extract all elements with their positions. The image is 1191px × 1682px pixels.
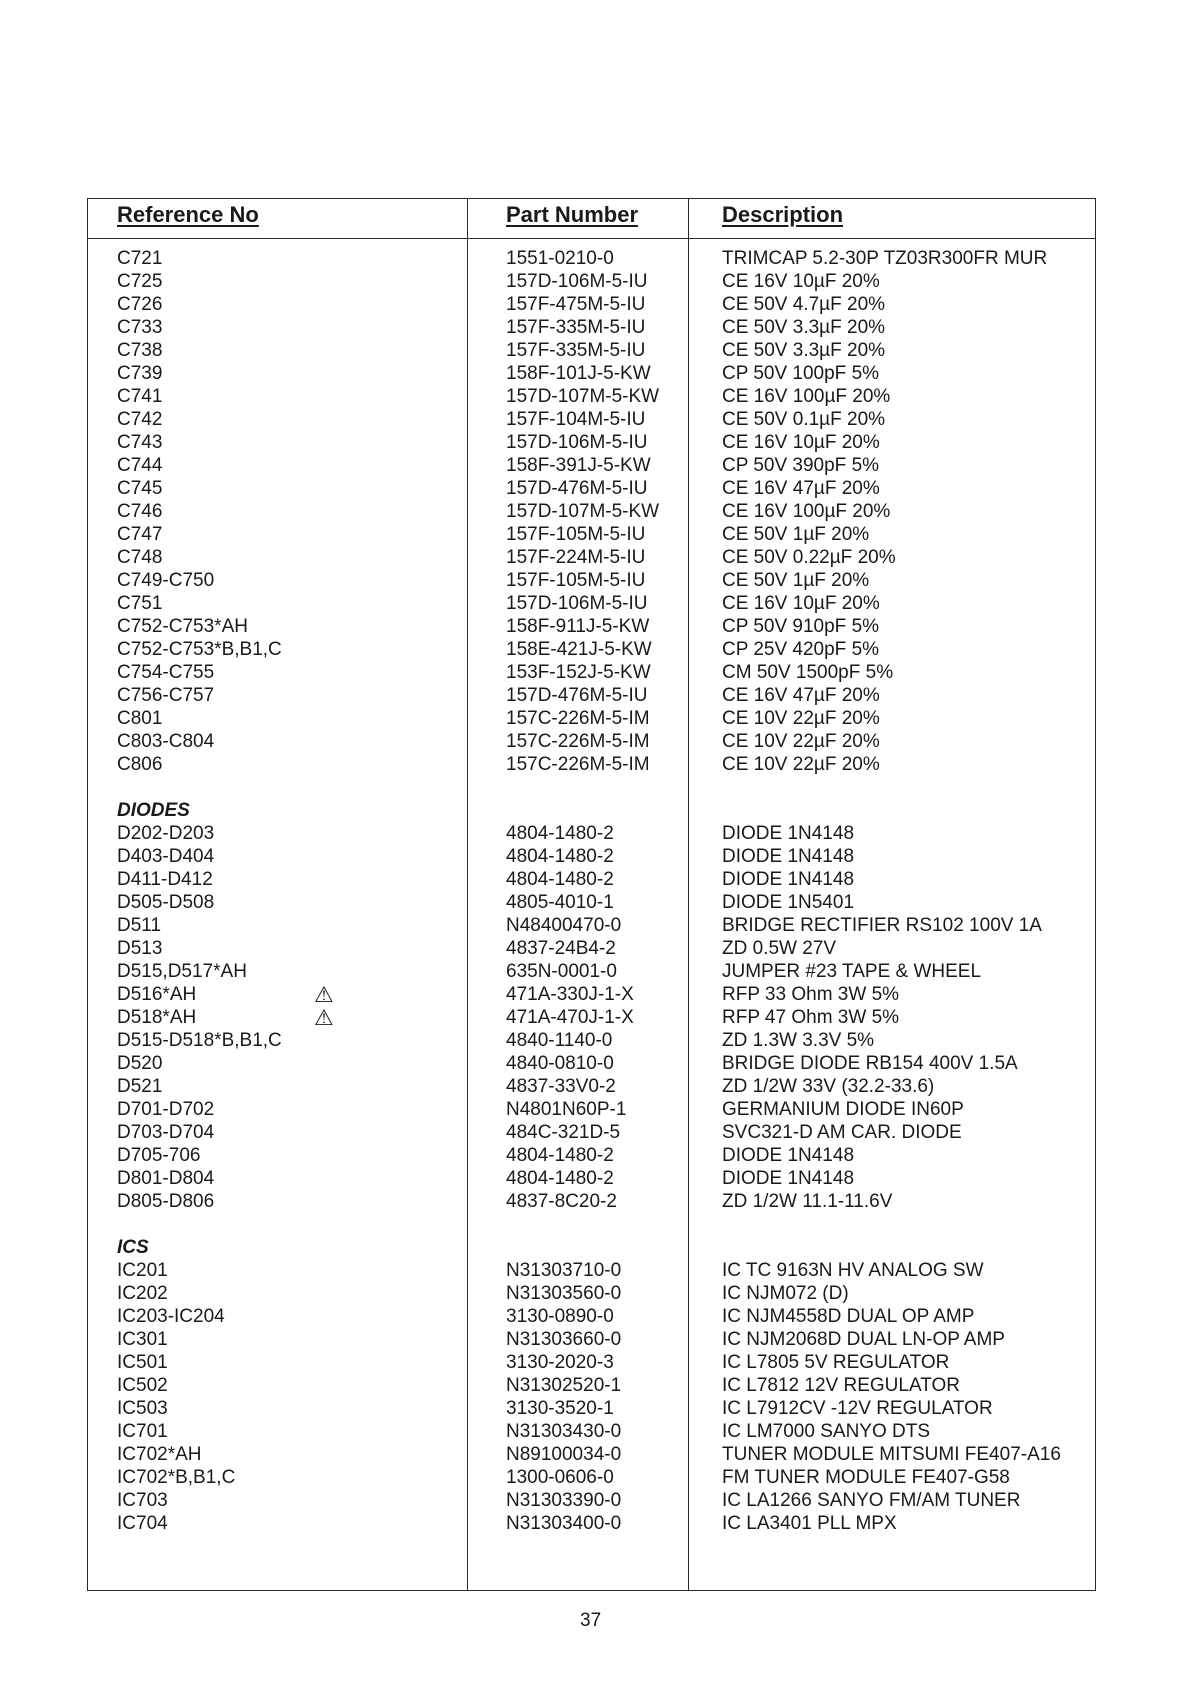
part-number-cell: 4804-1480-2 (506, 869, 614, 890)
part-number-cell: 4837-24B4-2 (506, 938, 616, 959)
description-cell: ZD 1.3W 3.3V 5% (722, 1030, 875, 1051)
reference-cell: IC703 (117, 1490, 168, 1511)
description-cell: CE 50V 0.22µF 20% (722, 547, 896, 568)
part-number-cell: 4804-1480-2 (506, 1145, 614, 1166)
part-number-cell: 3130-3520-1 (506, 1398, 614, 1419)
description-cell: CM 50V 1500pF 5% (722, 662, 894, 683)
description-cell: IC NJM072 (D) (722, 1283, 849, 1304)
description-cell: BRIDGE RECTIFIER RS102 100V 1A (722, 915, 1042, 936)
section-heading: ICS (117, 1237, 149, 1258)
description-cell (722, 799, 1061, 822)
part-number-cell: 1551-0210-0 (506, 248, 614, 269)
part-number-cell: 158E-421J-5-KW (506, 639, 652, 660)
description-cell: CE 50V 1µF 20% (722, 524, 870, 545)
reference-cell: IC203-IC204 (117, 1306, 225, 1327)
description-cell: RFP 33 Ohm 3W 5% (722, 984, 900, 1005)
description-cell: CE 50V 0.1µF 20% (722, 409, 886, 430)
part-number-cell: 471A-330J-1-X (506, 984, 634, 1005)
description-cell: DIODE 1N4148 (722, 823, 855, 844)
part-number-cell: 157D-107M-5-KW (506, 386, 660, 407)
reference-cell (117, 776, 282, 799)
reference-cell: D518*AH (117, 1007, 197, 1028)
column-divider (467, 198, 468, 1591)
part-number-cell: 4837-33V0-2 (506, 1076, 616, 1097)
part-number-cell: 157C-226M-5-IM (506, 708, 650, 729)
part-number-cell: N31303400-0 (506, 1513, 622, 1534)
reference-cell: C751 (117, 593, 163, 614)
reference-cell: C748 (117, 547, 163, 568)
description-cell: CE 10V 22µF 20% (722, 708, 880, 729)
description-cell: SVC321-D AM CAR. DIODE (722, 1122, 962, 1143)
description-cell: TUNER MODULE MITSUMI FE407-A16 (722, 1444, 1061, 1465)
description-cell: CE 50V 3.3µF 20% (722, 317, 886, 338)
warning-triangle-icon: ⚠ (314, 1005, 334, 1030)
reference-cell: C746 (117, 501, 163, 522)
reference-cell: IC702*B,B1,C (117, 1467, 236, 1488)
part-number-cell: N31303430-0 (506, 1421, 622, 1442)
description-cell: BRIDGE DIODE RB154 400V 1.5A (722, 1053, 1018, 1074)
description-cell: RFP 47 Ohm 3W 5% (722, 1007, 900, 1028)
part-number-cell: 3130-0890-0 (506, 1306, 614, 1327)
reference-cell: IC201 (117, 1260, 168, 1281)
reference-cell: D511 (117, 915, 162, 936)
part-number-cell: 158F-101J-5-KW (506, 363, 651, 384)
part-number-cell: N31303390-0 (506, 1490, 622, 1511)
part-number-cell: 471A-470J-1-X (506, 1007, 634, 1028)
reference-cell: IC301 (117, 1329, 168, 1350)
part-number-cell: 157D-106M-5-IU (506, 432, 648, 453)
reference-cell: IC701 (117, 1421, 168, 1442)
description-cell: FM TUNER MODULE FE407-G58 (722, 1467, 1010, 1488)
reference-cell: C733 (117, 317, 163, 338)
description-cell: ZD 1/2W 33V (32.2-33.6) (722, 1076, 935, 1097)
description-cell: ZD 1/2W 11.1-11.6V (722, 1191, 893, 1212)
part-number-cell: 157F-105M-5-IU (506, 524, 646, 545)
reference-cell: C801 (117, 708, 163, 729)
description-cell: DIODE 1N5401 (722, 892, 855, 913)
reference-cell: C725 (117, 271, 163, 292)
part-number-cell: 157F-335M-5-IU (506, 317, 646, 338)
description-cell: IC TC 9163N HV ANALOG SW (722, 1260, 984, 1281)
description-cell: CE 10V 22µF 20% (722, 754, 880, 775)
description-cell (722, 776, 1061, 799)
description-column (722, 247, 1061, 1535)
part-number-cell: 157F-335M-5-IU (506, 340, 646, 361)
part-number-cell: 157F-104M-5-IU (506, 409, 646, 430)
part-number-cell: N31302520-1 (506, 1375, 622, 1396)
part-number-cell: 4840-1140-0 (506, 1030, 613, 1051)
part-number-cell: 4804-1480-2 (506, 846, 614, 867)
reference-cell: C744 (117, 455, 163, 476)
header-reference-no: Reference No (117, 202, 259, 227)
part-number-cell (506, 776, 659, 799)
reference-cell: D705-706 (117, 1145, 201, 1166)
reference-cell: C752-C753*B,B1,C (117, 639, 282, 660)
description-cell: IC LA1266 SANYO FM/AM TUNER (722, 1490, 1021, 1511)
description-cell: IC LA3401 PLL MPX (722, 1513, 897, 1534)
description-cell: CE 16V 100µF 20% (722, 501, 891, 522)
description-cell: CE 16V 47µF 20% (722, 478, 880, 499)
reference-cell: C743 (117, 432, 163, 453)
description-cell: JUMPER #23 TAPE & WHEEL (722, 961, 982, 982)
reference-cell: D516*AH (117, 984, 197, 1005)
description-cell (722, 1236, 1061, 1259)
description-cell: CE 16V 10µF 20% (722, 593, 880, 614)
part-number-cell: N89100034-0 (506, 1444, 622, 1465)
reference-cell: C752-C753*AH (117, 616, 248, 637)
part-number-cell: 635N-0001-0 (506, 961, 617, 982)
description-cell: CE 50V 3.3µF 20% (722, 340, 886, 361)
section-heading: DIODES (117, 800, 190, 821)
description-cell: CE 16V 100µF 20% (722, 386, 891, 407)
description-cell: ZD 0.5W 27V (722, 938, 837, 959)
description-cell: DIODE 1N4148 (722, 1145, 855, 1166)
description-cell: IC L7805 5V REGULATOR (722, 1352, 950, 1373)
warning-triangle-icon: ⚠ (314, 982, 334, 1007)
description-cell: DIODE 1N4148 (722, 869, 855, 890)
part-number-cell: 157D-106M-5-IU (506, 593, 648, 614)
reference-cell: C721 (117, 248, 163, 269)
reference-cell: C738 (117, 340, 163, 361)
reference-cell: D505-D508 (117, 892, 215, 913)
reference-cell: C726 (117, 294, 163, 315)
description-cell: CP 50V 100pF 5% (722, 363, 880, 384)
reference-cell: D521 (117, 1076, 163, 1097)
part-number-cell: 158F-391J-5-KW (506, 455, 651, 476)
description-cell: IC LM7000 SANYO DTS (722, 1421, 931, 1442)
reference-cell: IC704 (117, 1513, 168, 1534)
part-number-cell: N48400470-0 (506, 915, 622, 936)
reference-cell: C741 (117, 386, 163, 407)
description-cell: CE 50V 1µF 20% (722, 570, 870, 591)
part-number-cell: 158F-911J-5-KW (506, 616, 650, 637)
part-number-cell: 4804-1480-2 (506, 823, 614, 844)
reference-cell: D703-D704 (117, 1122, 215, 1143)
description-cell: CE 10V 22µF 20% (722, 731, 880, 752)
reference-column (117, 247, 282, 1535)
description-cell: CP 50V 910pF 5% (722, 616, 880, 637)
reference-cell: D520 (117, 1053, 163, 1074)
reference-cell: IC503 (117, 1398, 168, 1419)
part-number-cell: N31303560-0 (506, 1283, 622, 1304)
reference-cell: IC502 (117, 1375, 168, 1396)
part-number-cell: 4805-4010-1 (506, 892, 614, 913)
part-number-cell: 157F-105M-5-IU (506, 570, 646, 591)
reference-cell: D805-D806 (117, 1191, 215, 1212)
description-cell: DIODE 1N4148 (722, 1168, 855, 1189)
part-number-cell: 157D-107M-5-KW (506, 501, 660, 522)
description-cell: DIODE 1N4148 (722, 846, 855, 867)
description-cell: GERMANIUM DIODE IN60P (722, 1099, 964, 1120)
part-number-cell (506, 1236, 659, 1259)
part-number-cell: N4801N60P-1 (506, 1099, 627, 1120)
part-number-cell: N31303660-0 (506, 1329, 622, 1350)
part-number-column (506, 247, 659, 1535)
reference-cell: D202-D203 (117, 823, 215, 844)
reference-cell: C754-C755 (117, 662, 215, 683)
part-number-cell: 484C-321D-5 (506, 1122, 621, 1143)
description-cell: CP 25V 420pF 5% (722, 639, 880, 660)
description-cell: CE 16V 10µF 20% (722, 271, 880, 292)
part-number-cell: 157F-475M-5-IU (506, 294, 646, 315)
header-divider (87, 238, 1096, 239)
part-number-cell: 157C-226M-5-IM (506, 731, 650, 752)
description-cell: CE 16V 47µF 20% (722, 685, 880, 706)
description-cell: IC L7912CV -12V REGULATOR (722, 1398, 993, 1419)
reference-cell: C749-C750 (117, 570, 215, 591)
reference-cell (117, 1213, 282, 1236)
part-number-cell: 4840-0810-0 (506, 1053, 614, 1074)
reference-cell: D411-D412 (117, 869, 213, 890)
reference-cell: C756-C757 (117, 685, 215, 706)
reference-cell: IC501 (117, 1352, 168, 1373)
header-description: Description (722, 202, 844, 227)
reference-cell: D515,D517*AH (117, 961, 247, 982)
part-number-cell: 4804-1480-2 (506, 1168, 614, 1189)
reference-cell: D403-D404 (117, 846, 215, 867)
reference-cell: C747 (117, 524, 163, 545)
description-cell: IC NJM2068D DUAL LN-OP AMP (722, 1329, 1005, 1350)
part-number-cell: 157F-224M-5-IU (506, 547, 646, 568)
description-cell: IC L7812 12V REGULATOR (722, 1375, 960, 1396)
part-number-cell: 157D-476M-5-IU (506, 478, 648, 499)
description-cell: CP 50V 390pF 5% (722, 455, 880, 476)
description-cell (722, 1213, 1061, 1236)
part-number-cell: 153F-152J-5-KW (506, 662, 651, 683)
part-number-cell: 157D-106M-5-IU (506, 271, 648, 292)
reference-cell: C745 (117, 478, 163, 499)
description-cell: IC NJM4558D DUAL OP AMP (722, 1306, 975, 1327)
reference-cell: C739 (117, 363, 163, 384)
part-number-cell: 4837-8C20-2 (506, 1191, 617, 1212)
reference-cell: D801-D804 (117, 1168, 215, 1189)
part-number-cell: 157D-476M-5-IU (506, 685, 648, 706)
reference-cell: D515-D518*B,B1,C (117, 1030, 282, 1051)
page-number: 37 (580, 1610, 602, 1631)
part-number-cell: N31303710-0 (506, 1260, 622, 1281)
reference-cell: C742 (117, 409, 163, 430)
reference-cell: C806 (117, 754, 163, 775)
reference-cell: IC702*AH (117, 1444, 202, 1465)
part-number-cell: 157C-226M-5-IM (506, 754, 650, 775)
reference-cell: IC202 (117, 1283, 168, 1304)
header-part-number: Part Number (506, 202, 639, 227)
part-number-cell: 1300-0606-0 (506, 1467, 614, 1488)
reference-cell: D701-D702 (117, 1099, 215, 1120)
column-divider (688, 198, 689, 1591)
description-cell: TRIMCAP 5.2-30P TZ03R300FR MUR (722, 248, 1048, 269)
reference-cell: D513 (117, 938, 163, 959)
part-number-cell (506, 1213, 659, 1236)
part-number-cell (506, 799, 659, 822)
description-cell: CE 16V 10µF 20% (722, 432, 880, 453)
reference-cell: C803-C804 (117, 731, 215, 752)
description-cell: CE 50V 4.7µF 20% (722, 294, 886, 315)
part-number-cell: 3130-2020-3 (506, 1352, 614, 1373)
